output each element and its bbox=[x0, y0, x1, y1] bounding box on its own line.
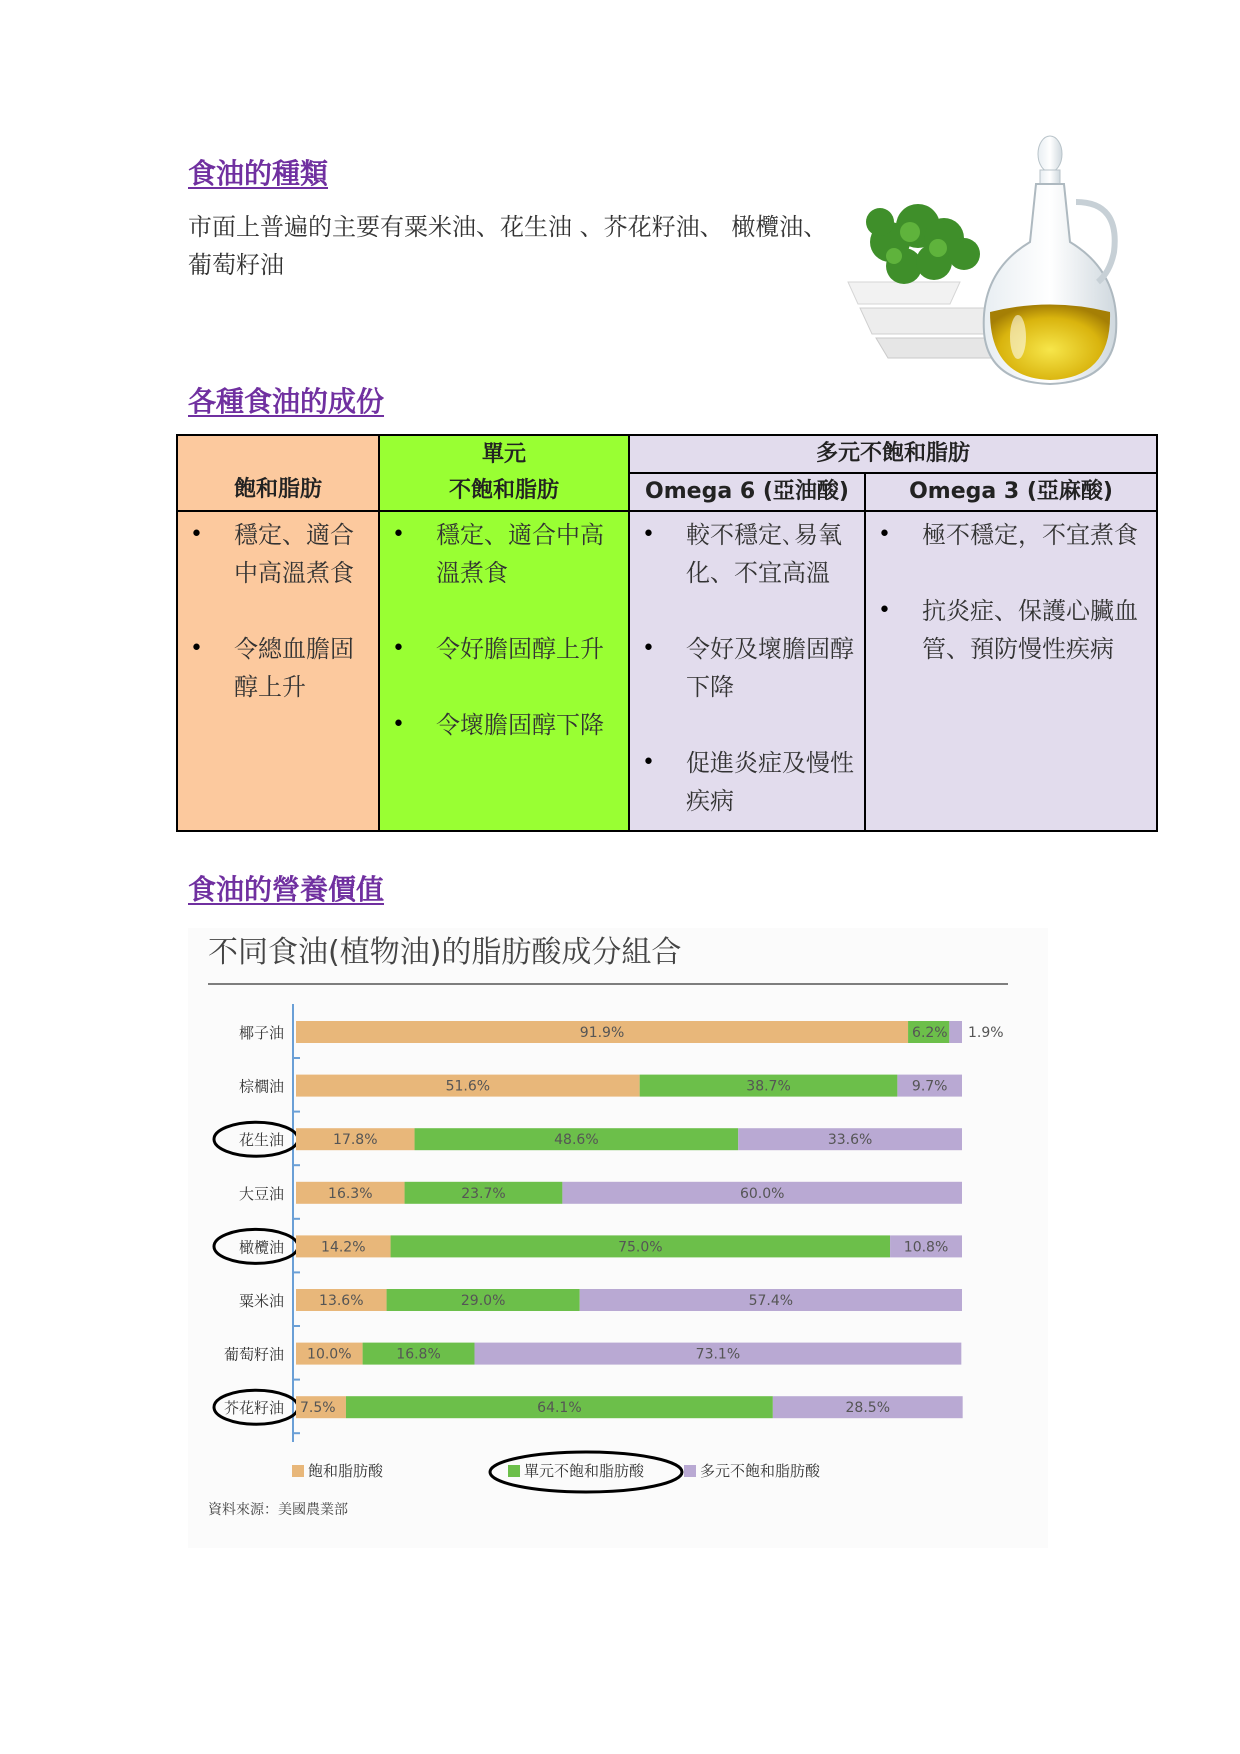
composition-heading: 各種食油的成份 bbox=[188, 385, 385, 418]
chart-title: 不同食油(植物油)的脂肪酸成分組合 bbox=[208, 935, 682, 970]
types-description: 市面上普遍的主要有粟米油、花生油 、芥花籽油、 橄欖油、葡萄籽油 bbox=[188, 213, 828, 279]
data-label: 10.0% bbox=[307, 1346, 352, 1363]
legend-swatch bbox=[292, 1465, 304, 1477]
data-label: 7.5% bbox=[300, 1400, 336, 1417]
category-label: 花生油 bbox=[238, 1131, 284, 1150]
list-item: • 令好膽固醇上升 bbox=[380, 630, 620, 668]
source-note: 資料來源：美國農業部 bbox=[208, 1502, 348, 1518]
data-label: 9.7% bbox=[911, 1078, 948, 1095]
cell-mono bbox=[379, 511, 629, 831]
data-label: 16.8% bbox=[396, 1346, 441, 1363]
legend-label: 飽和脂肪酸 bbox=[308, 1462, 384, 1480]
header-saturated: 飽和脂肪 bbox=[177, 435, 379, 511]
header-mono-line1: 單元 bbox=[481, 442, 526, 467]
data-label: 60.0% bbox=[739, 1185, 785, 1202]
list-item: • 穩定、適合中高溫煮食 bbox=[178, 516, 370, 592]
data-label: 17.8% bbox=[333, 1132, 378, 1149]
data-label: 64.1% bbox=[537, 1400, 582, 1417]
nutrition-heading: 食油的營養價值 bbox=[188, 873, 385, 906]
data-label: 28.5% bbox=[845, 1400, 891, 1417]
fatty-acid-chart bbox=[188, 928, 1048, 1548]
types-heading: 食油的種類 bbox=[188, 157, 329, 190]
header-mono-line2: 不飽和脂肪 bbox=[448, 478, 559, 503]
data-label: 48.6% bbox=[554, 1132, 599, 1149]
data-label: 75.0% bbox=[618, 1239, 663, 1256]
data-label: 51.6% bbox=[445, 1078, 491, 1095]
list-item: • 穩定、適合中高溫煮食 bbox=[380, 516, 620, 592]
legend-swatch bbox=[684, 1465, 696, 1477]
header-mono bbox=[379, 435, 629, 511]
data-label: 29.0% bbox=[460, 1293, 506, 1309]
category-label: 椰子油 bbox=[238, 1024, 284, 1042]
data-label: 6.2% bbox=[912, 1025, 948, 1041]
legend-swatch bbox=[508, 1465, 520, 1477]
data-label: 23.7% bbox=[461, 1185, 506, 1202]
bar-segment bbox=[949, 1021, 962, 1043]
data-label: 33.6% bbox=[827, 1132, 873, 1149]
data-label: 38.7% bbox=[746, 1078, 791, 1095]
cell-omega6 bbox=[629, 511, 865, 831]
category-label: 芥花籽油 bbox=[223, 1399, 284, 1418]
header-omega6: Omega 6 (亞油酸) bbox=[629, 473, 865, 511]
olive-oil-illustration bbox=[840, 132, 1140, 404]
oil-composition-table bbox=[176, 434, 1158, 832]
list-item: • 極不穩定，不宜煮食 bbox=[866, 516, 1148, 554]
data-label: 10.8% bbox=[903, 1239, 949, 1256]
category-label: 橄欖油 bbox=[238, 1238, 284, 1257]
data-label: 57.4% bbox=[748, 1293, 794, 1309]
list-item: • 令壞膽固醇下降 bbox=[380, 706, 620, 744]
data-label: 13.6% bbox=[319, 1293, 364, 1309]
list-item: • 較不穩定､易氧化、不宜高溫 bbox=[630, 516, 856, 592]
data-label: 16.3% bbox=[328, 1185, 373, 1202]
legend-label: 多元不飽和脂肪酸 bbox=[700, 1462, 821, 1480]
list-item: • 抗炎症、保護心臟血管、預防慢性疾病 bbox=[866, 592, 1148, 668]
data-label: 14.2% bbox=[321, 1239, 366, 1256]
list-item: • 促進炎症及慢性疾病 bbox=[630, 744, 856, 820]
header-omega3: Omega 3 (亞麻酸) bbox=[865, 473, 1157, 511]
data-label: 73.1% bbox=[695, 1346, 741, 1363]
category-label: 粟米油 bbox=[238, 1292, 284, 1310]
data-label: 91.9% bbox=[579, 1025, 625, 1041]
category-label: 大豆油 bbox=[238, 1184, 284, 1203]
fatty-acid-chart-svg bbox=[188, 928, 1048, 1548]
cell-saturated bbox=[177, 511, 379, 831]
category-label: 葡萄籽油 bbox=[223, 1345, 284, 1364]
header-poly: 多元不飽和脂肪 bbox=[629, 435, 1157, 473]
cell-omega3 bbox=[865, 511, 1157, 831]
category-label: 棕櫚油 bbox=[238, 1077, 284, 1096]
list-item: • 令總血膽固醇上升 bbox=[178, 630, 370, 706]
data-label: 1.9% bbox=[968, 1025, 1004, 1041]
list-item: • 令好及壞膽固醇下降 bbox=[630, 630, 856, 706]
legend-label: 單元不飽和脂肪酸 bbox=[524, 1462, 645, 1480]
